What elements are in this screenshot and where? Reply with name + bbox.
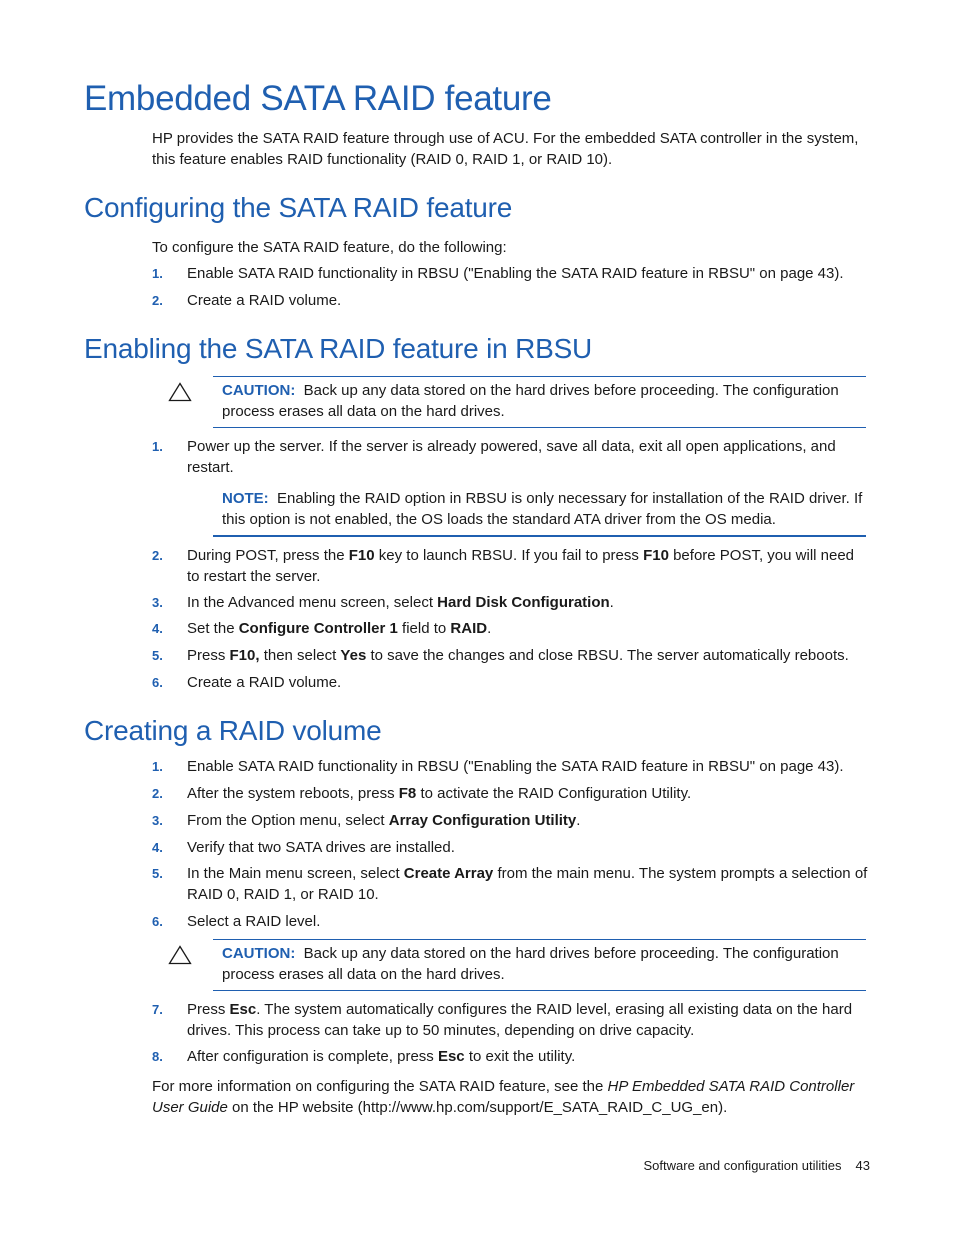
intro-paragraph: HP provides the SATA RAID feature through use of ACU. For the embedded SATA controller in the system, this feature enables RAID functionality (RAID 0, RAID 1, or RAID 10). [152, 130, 859, 168]
list-item: 8. After configuration is complete, press Esc to exit the utility. [152, 1048, 576, 1065]
list-item: 1. Power up the server. If the server is already powered, save all data, exit all open applications, and restart. [152, 438, 836, 476]
caution-box: CAUTION: Back up any data stored on the hard drives before proceeding. The configuration process erases all data on the hard drives. [213, 376, 866, 428]
section-heading-configuring: Configuring the SATA RAID feature [84, 192, 513, 223]
list-item: 6. Select a RAID level. [152, 913, 321, 930]
page-number: 43 [855, 1158, 870, 1173]
list-item: 1. Enable SATA RAID functionality in RBSU ("Enabling the SATA RAID feature in RBSU" on page 43). [152, 758, 844, 775]
list-item: 1. Enable SATA RAID functionality in RBSU ("Enabling the SATA RAID feature in RBSU" on page 43). [152, 265, 844, 282]
section-heading-enabling: Enabling the SATA RAID feature in RBSU [84, 333, 593, 364]
list-item: 5. In the Main menu screen, select Create Array from the main menu. The system prompts a selection of RAID 0, RAID 1, or RAID 10. [152, 865, 868, 903]
caution-icon [168, 945, 192, 965]
list-item: 4. Set the Configure Controller 1 field to RAID. [152, 620, 492, 637]
guide-title: HP Embedded SATA RAID Controller User Guide [152, 1078, 855, 1116]
list-item: 7. Press Esc. The system automatically configures the RAID level, erasing all existing data on the hard drives. This process can take up to 50 minutes, depending on drive capacity. [152, 1001, 853, 1039]
caution-icon [168, 382, 192, 402]
list-item: 4. Verify that two SATA drives are installed. [152, 839, 455, 856]
list-item: 2. Create a RAID volume. [152, 292, 342, 309]
list-item: 3. In the Advanced menu screen, select Hard Disk Configuration. [152, 594, 614, 611]
caution-box: CAUTION: Back up any data stored on the hard drives before proceeding. The configuration process erases all data on the hard drives. [213, 939, 866, 991]
page-footer [600, 1158, 870, 1173]
section-heading-creating: Creating a RAID volume [84, 715, 382, 746]
list-item: 2. After the system reboots, press F8 to activate the RAID Configuration Utility. [152, 785, 692, 802]
page-title: Embedded SATA RAID feature [84, 79, 552, 118]
configuring-lead: To configure the SATA RAID feature, do the following: [152, 239, 507, 256]
list-item: 3. From the Option menu, select Array Configuration Utility. [152, 812, 581, 829]
list-item: 6. Create a RAID volume. [152, 674, 342, 691]
footer-section: Software and configuration utilities [643, 1158, 842, 1173]
list-item: 2. During POST, press the F10 key to launch RBSU. If you fail to press F10 before POST, you will need to restart the server. [152, 547, 855, 585]
closing-paragraph: For more information on configuring the SATA RAID feature, see the HP Embedded SATA RAID Controller User Guide on the HP website (http://www.hp.com/support/E_SATA_RAID_C_UG_en). [152, 1078, 855, 1116]
list-item: 5. Press F10, then select Yes to save the changes and close RBSU. The server automatically reboots. [152, 647, 849, 664]
note-box: NOTE: Enabling the RAID option in RBSU is only necessary for installation of the RAID driver. If this option is not enabled, the OS loads the standard ATA driver from the OS media. [213, 485, 866, 537]
